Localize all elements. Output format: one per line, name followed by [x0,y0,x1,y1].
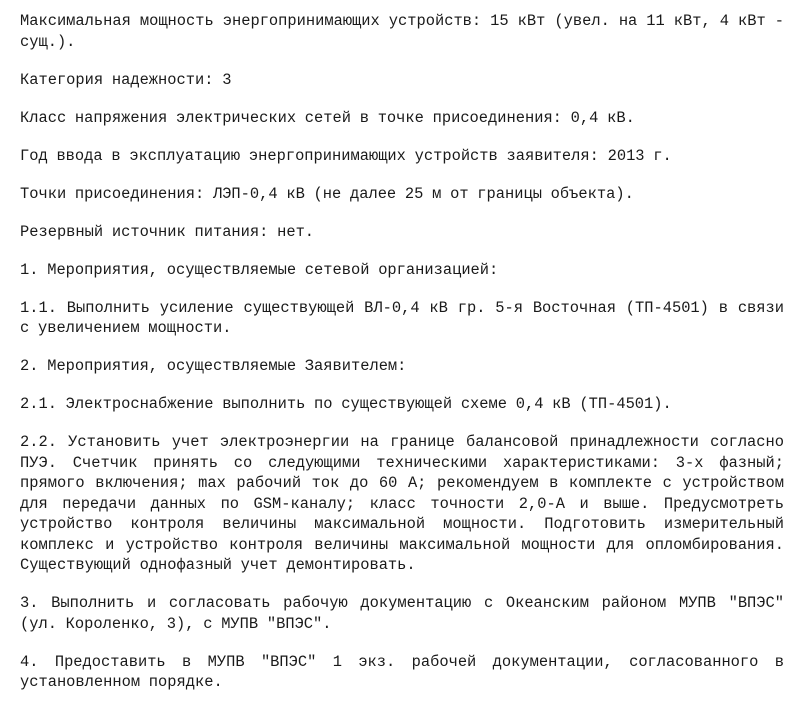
section-2-heading: 2. Мероприятия, осуществляемые Заявителем: [20,357,407,375]
item-2-1-paragraph: 2.1. Электроснабжение выполнить по существующей схеме 0,4 кВ (ТП-4501). [20,395,672,413]
reliability-category-paragraph: Категория надежности: 3 [20,70,232,89]
item-1-1-paragraph: 1.1. Выполнить усиление существующей ВЛ-0,4 кВ гр. 5-я Восточная (ТП-4501) в связи с увеличением мощности. [20,298,784,337]
max-power-paragraph: Максимальная мощность энергопринимающих устройств: 15 кВт (увел. на 11 кВт, 4 кВт - сущ.). [20,12,784,51]
connection-points-paragraph: Точки присоединения: ЛЭП-0,4 кВ (не далее 25 м от границы объекта). [20,184,634,203]
section-1-heading: 1. Мероприятия, осуществляемые сетевой организацией: [20,260,499,279]
voltage-class-paragraph: Класс напряжения электрических сетей в точке присоединения: 0,4 кВ. [20,108,635,127]
item-2-2-paragraph: 2.2. Установить учет электроэнергии на границе балансовой принадлежности согласно ПУЭ. Счетчик принять со следующими техническими характеристиками: 3-х фазный; прямого включения; max рабочий ток до 60 А; рекомендуем в комплекте с устройством для передачи данных по GSM-каналу; класс точности 2,0-А и выше. Предусмотреть устройство контроля величины максимальной мощности. Подготовить измерительный комплекс и устройство контроля величины максимальной мощности для опломбирования. Существующий однофазный учет демонтировать. [20,433,784,574]
item-3-paragraph: 3. Выполнить и согласовать рабочую документацию с Океанским районом МУПВ "ВПЭС" (ул. Короленко, 3), с МУПВ "ВПЭС". [20,594,784,633]
commissioning-year-paragraph: Год ввода в эксплуатацию энергопринимающих устройств заявителя: 2013 г. [20,146,672,165]
backup-power-paragraph: Резервный источник питания: нет. [20,222,315,241]
document-body [20,11,784,710]
item-4-paragraph: 4. Предоставить в МУПВ "ВПЭС" 1 экз. рабочей документации, согласованного в установленном порядке. [20,652,784,691]
